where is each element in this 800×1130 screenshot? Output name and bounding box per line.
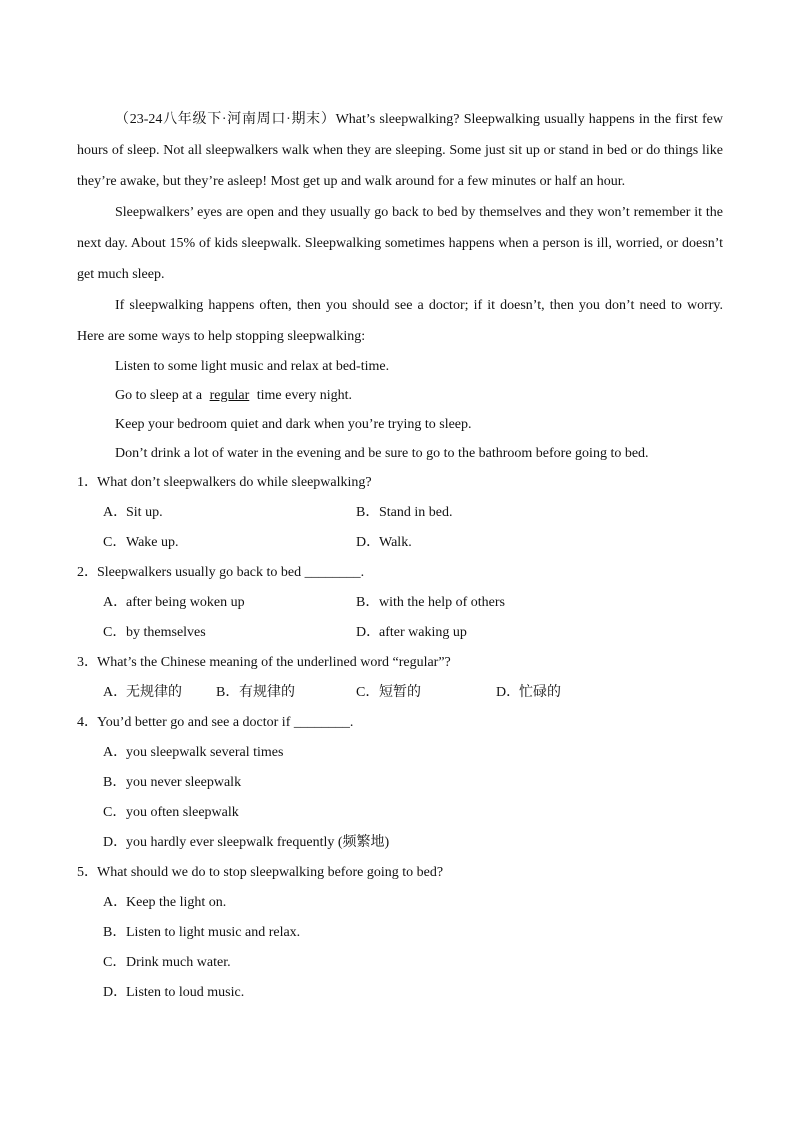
- option-c[interactable]: C．by themselves: [103, 625, 206, 640]
- question-number: 2．: [77, 565, 98, 580]
- tip-2-after: time every night.: [256, 388, 353, 403]
- question-stem: What should we do to stop sleepwalking before going to bed?: [97, 865, 444, 880]
- question-stem: Sleepwalkers usually go back to bed ________.: [97, 565, 365, 580]
- question-number: 5．: [77, 865, 98, 880]
- option-a[interactable]: A．after being woken up: [103, 595, 245, 610]
- question-4: [77, 708, 723, 738]
- option-d[interactable]: D．Listen to loud music.: [103, 985, 245, 1000]
- question-3-options: [77, 678, 723, 708]
- worksheet: [77, 104, 723, 1008]
- passage-paragraph-3: If sleepwalking happens often, then you should see a doctor; if it doesn’t, then you don’t need to worry. Here are some ways to help stopping sleepwalking:: [77, 298, 723, 344]
- option-a[interactable]: A．you sleepwalk several times: [103, 745, 284, 760]
- question-number: 4．: [77, 715, 98, 730]
- option-a[interactable]: A．Sit up.: [103, 505, 163, 520]
- option-d[interactable]: D．after waking up: [356, 625, 467, 640]
- underlined-word: regular: [209, 388, 250, 403]
- question-stem: You’d better go and see a doctor if ________.: [97, 715, 354, 730]
- question-2-options-row-1: [77, 588, 723, 618]
- question-1-options-row-1: [77, 498, 723, 528]
- tip-1: Listen to some light music and relax at bed-time.: [115, 359, 390, 374]
- question-2-options-row-2: [77, 618, 723, 648]
- option-b[interactable]: B．Listen to light music and relax.: [103, 925, 301, 940]
- option-d[interactable]: D．you hardly ever sleepwalk frequently (频繁地): [103, 835, 390, 850]
- question-1: [77, 468, 723, 498]
- option-a[interactable]: A．Keep the light on.: [103, 895, 227, 910]
- question-stem: What don’t sleepwalkers do while sleepwalking?: [97, 475, 372, 490]
- option-b[interactable]: B．with the help of others: [356, 595, 505, 610]
- option-a[interactable]: A．无规律的: [103, 685, 182, 700]
- option-d[interactable]: D．忙碌的: [496, 685, 561, 700]
- tip-2-before: Go to sleep at a: [115, 388, 203, 403]
- passage-paragraph-2: Sleepwalkers’ eyes are open and they usually go back to bed by themselves and they won’t remember it the next day. About 15% of kids sleepwalk. Sleepwalking sometimes happens when a person is ill, worried, or doesn’t get much sleep.: [77, 205, 723, 282]
- option-b[interactable]: B．you never sleepwalk: [103, 775, 242, 790]
- tip-3: Keep your bedroom quiet and dark when you’re trying to sleep.: [115, 417, 472, 432]
- option-c[interactable]: C．Drink much water.: [103, 955, 231, 970]
- passage-paragraph-1: （23-24八年级下·河南周口·期末）What’s sleepwalking? Sleepwalking usually happens in the first few hours of sleep. Not all sleepwalkers walk when they are sleeping. Some just sit up or stand in bed or do things like they’re awake, but they’re asleep! Most get up and walk around for a few minutes or half an hour.: [77, 112, 723, 189]
- option-c[interactable]: C．短暂的: [356, 685, 421, 700]
- question-number: 3．: [77, 655, 98, 670]
- tip-4: Don’t drink a lot of water in the evening and be sure to go to the bathroom before going to bed.: [115, 446, 649, 461]
- question-2: [77, 558, 723, 588]
- option-d[interactable]: D．Walk.: [356, 535, 412, 550]
- tip-2: [77, 381, 723, 410]
- option-b[interactable]: B．Stand in bed.: [356, 505, 453, 520]
- option-c[interactable]: C．Wake up.: [103, 535, 179, 550]
- option-c[interactable]: C．you often sleepwalk: [103, 805, 239, 820]
- question-number: 1．: [77, 475, 98, 490]
- question-3: [77, 648, 723, 678]
- question-1-options-row-2: [77, 528, 723, 558]
- option-b[interactable]: B．有规律的: [216, 685, 295, 700]
- question-stem: What’s the Chinese meaning of the underlined word “regular”?: [97, 655, 451, 670]
- question-5: [77, 858, 723, 888]
